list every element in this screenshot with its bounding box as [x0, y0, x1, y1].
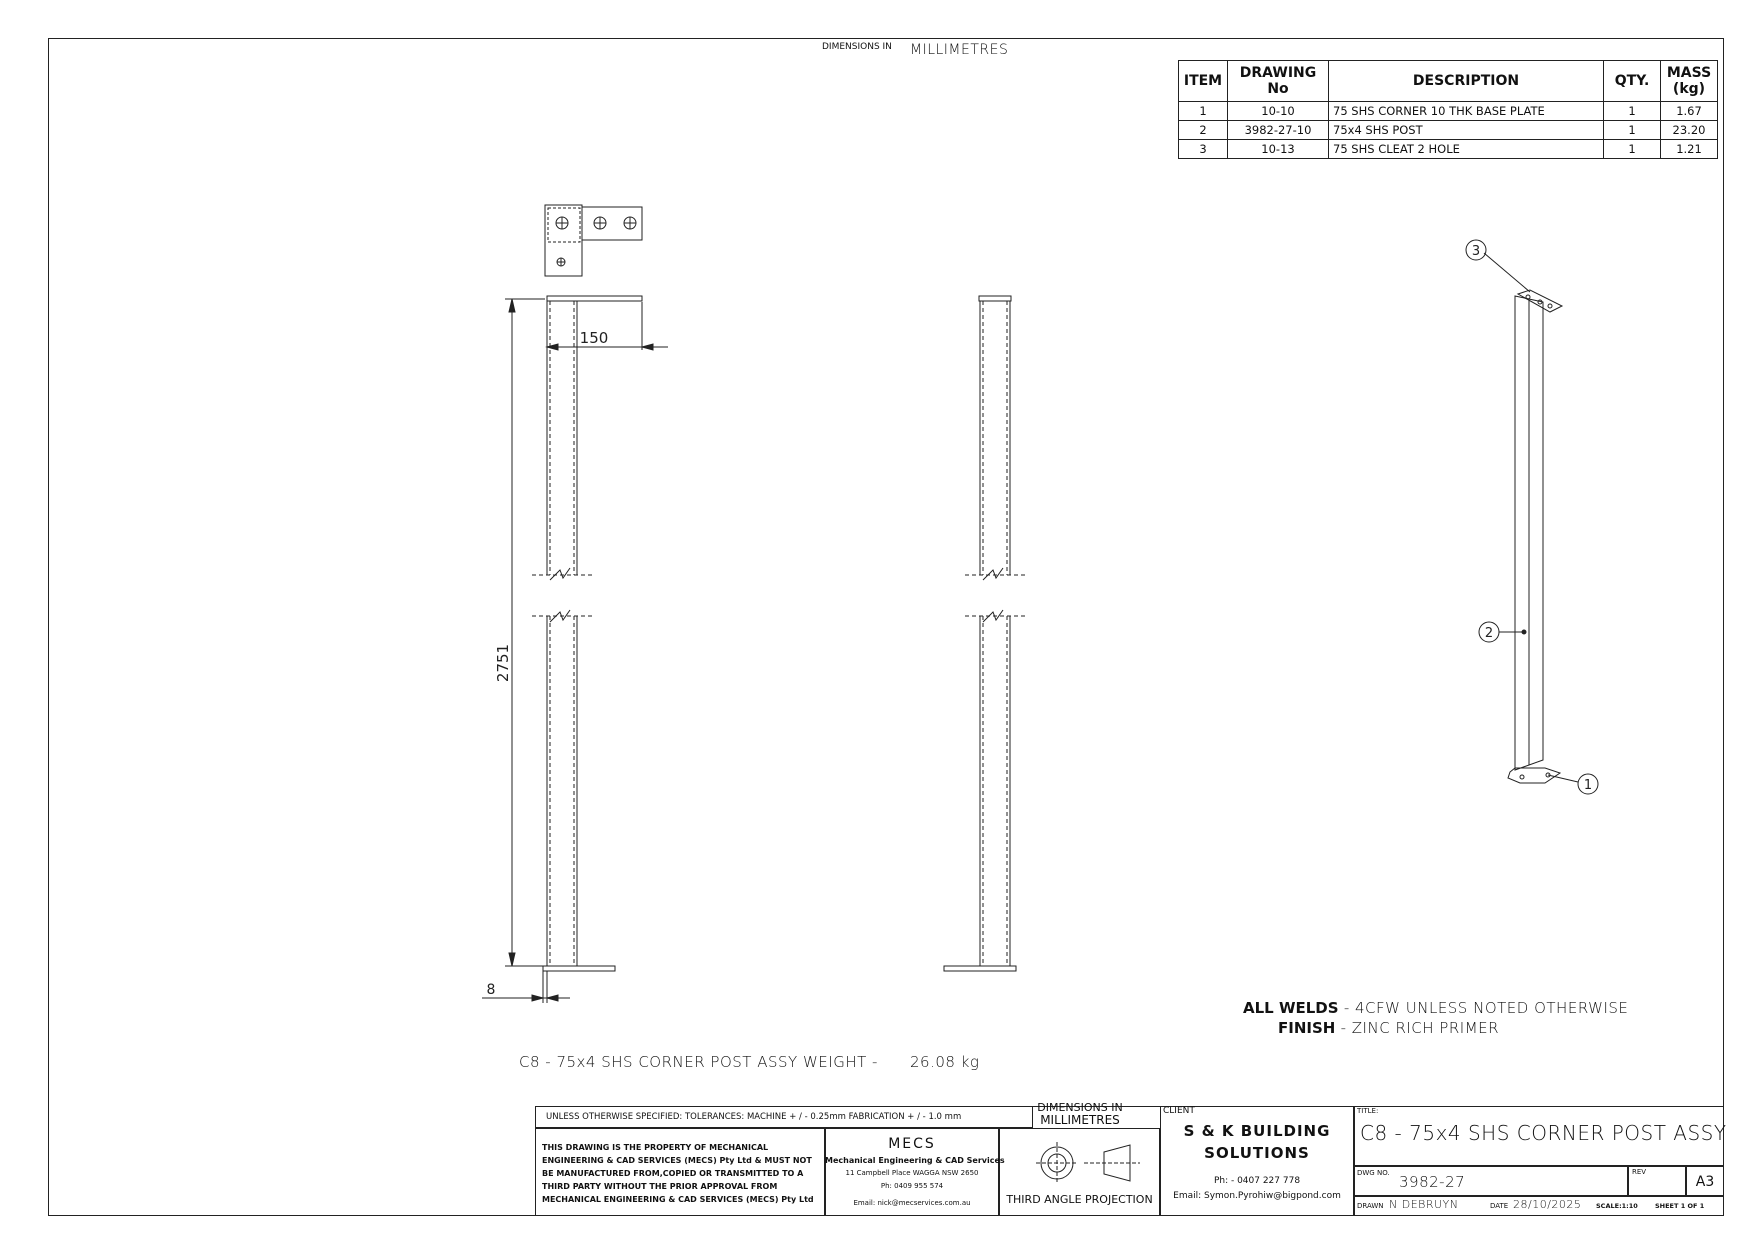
balloon-2-label: 2	[1484, 626, 1494, 641]
property-line: BE MANUFACTURED FROM,COPIED OR TRANSMITTED TO A	[542, 1169, 804, 1178]
sheet-number: SHEET 1 OF 1	[1655, 1202, 1705, 1210]
bom-cell-item: 1	[1179, 102, 1228, 121]
bom-cell-mass: 1.67	[1661, 102, 1718, 121]
bom-cell-drawing: 10-10	[1228, 102, 1329, 121]
client-email: Email: Symon.Pyrohiw@bigpond.com	[1173, 1191, 1341, 1201]
company-email: Email: nick@mecservices.com.au	[853, 1199, 971, 1207]
weight-note: C8 - 75x4 SHS CORNER POST ASSY WEIGHT -	[519, 1053, 878, 1071]
dwg-no-cell	[1354, 1166, 1628, 1196]
property-line: THIRD PARTY WITHOUT THE PRIOR APPROVAL FROM	[542, 1182, 778, 1191]
bom-header-mass-line1: MASS	[1666, 65, 1712, 81]
dimension-8: 8	[486, 982, 496, 998]
bom-header-item: ITEM	[1179, 61, 1228, 102]
drawn-label: DRAWN	[1357, 1202, 1384, 1210]
finish-label: FINISH	[1278, 1019, 1336, 1037]
welds-value: - 4CFW UNLESS NOTED OTHERWISE	[1338, 999, 1629, 1017]
bom-cell-description: 75 SHS CLEAT 2 HOLE	[1329, 140, 1604, 159]
dwg-no-label: DWG NO.	[1357, 1169, 1390, 1177]
bom-cell-drawing: 3982-27-10	[1228, 121, 1329, 140]
drawing-date: 28/10/2025	[1513, 1198, 1582, 1211]
bom-cell-item: 2	[1179, 121, 1228, 140]
bom-cell-drawing: 10-13	[1228, 140, 1329, 159]
finish-value: - ZINC RICH PRIMER	[1335, 1019, 1500, 1037]
balloon-1-label: 1	[1583, 778, 1593, 793]
welds-label: ALL WELDS	[1243, 999, 1339, 1017]
drawing-title: C8 - 75x4 SHS CORNER POST ASSY	[1360, 1121, 1727, 1145]
header-dims-unit: MILLIMETRES	[910, 42, 1009, 58]
property-line: MECHANICAL ENGINEERING & CAD SERVICES (MECS) Pty Ltd	[542, 1195, 814, 1204]
client-phone: Ph: - 0407 227 778	[1213, 1176, 1301, 1186]
bom-header-mass-line2: (kg)	[1672, 81, 1706, 97]
weight-value: 26.08 kg	[910, 1053, 980, 1071]
company-phone: Ph: 0409 955 574	[880, 1182, 944, 1190]
bom-cell-qty: 1	[1604, 140, 1661, 159]
finish-note	[1278, 1019, 1499, 1037]
bom-cell-description: 75x4 SHS POST	[1329, 121, 1604, 140]
bom-cell-qty: 1	[1604, 121, 1661, 140]
side-view	[944, 296, 1025, 971]
bom-cell-mass: 1.21	[1661, 140, 1718, 159]
bom-cell-mass: 23.20	[1661, 121, 1718, 140]
client-name-line2: SOLUTIONS	[1204, 1144, 1310, 1162]
tb-dims-label-2: MILLIMETRES	[1040, 1113, 1120, 1127]
bom-header-drawing-line1: DRAWING	[1239, 65, 1317, 81]
scale: SCALE:1:10	[1596, 1202, 1638, 1210]
company-name: Mechanical Engineering & CAD Services	[825, 1156, 1005, 1165]
bom-header-drawing-line2: No	[1267, 81, 1289, 97]
dimension-2751: 2751	[494, 643, 512, 683]
projection-label: THIRD ANGLE PROJECTION	[1006, 1193, 1153, 1206]
dwg-no: 3982-27	[1399, 1173, 1466, 1191]
date-label: DATE	[1490, 1202, 1509, 1210]
company-address: 11 Campbell Place WAGGA NSW 2650	[845, 1169, 979, 1177]
balloon-3-label: 3	[1471, 244, 1481, 259]
tb-dims-label-1: DIMENSIONS IN	[1037, 1101, 1123, 1114]
bom-cell-item: 3	[1179, 140, 1228, 159]
dimension-150: 150	[579, 329, 609, 347]
client-label: CLIENT	[1163, 1106, 1195, 1116]
plan-view	[545, 205, 642, 276]
header-dims-prefix: DIMENSIONS IN	[822, 42, 892, 52]
welds-note	[1243, 999, 1628, 1017]
client-name-line1: S & K BUILDING	[1183, 1122, 1331, 1140]
property-line: ENGINEERING & CAD SERVICES (MECS) Pty Ltd & MUST NOT	[542, 1156, 812, 1165]
bom-header-description: DESCRIPTION	[1329, 61, 1604, 102]
bom-cell-description: 75 SHS CORNER 10 THK BASE PLATE	[1329, 102, 1604, 121]
title-label: TITLE:	[1357, 1107, 1379, 1115]
bom-header-qty: QTY.	[1604, 61, 1661, 102]
rev-label: REV	[1632, 1168, 1647, 1176]
property-line: THIS DRAWING IS THE PROPERTY OF MECHANICAL	[542, 1143, 769, 1152]
isometric-view	[1484, 253, 1578, 783]
tolerance-text: UNLESS OTHERWISE SPECIFIED: TOLERANCES: MACHINE + / - 0.25mm FABRICATION + / - 1.0 mm	[546, 1112, 962, 1122]
sheet-size: A3	[1695, 1174, 1715, 1190]
drawn-by: N DEBRUYN	[1389, 1198, 1459, 1211]
company-logo: MECS	[888, 1136, 936, 1152]
bom-cell-qty: 1	[1604, 102, 1661, 121]
